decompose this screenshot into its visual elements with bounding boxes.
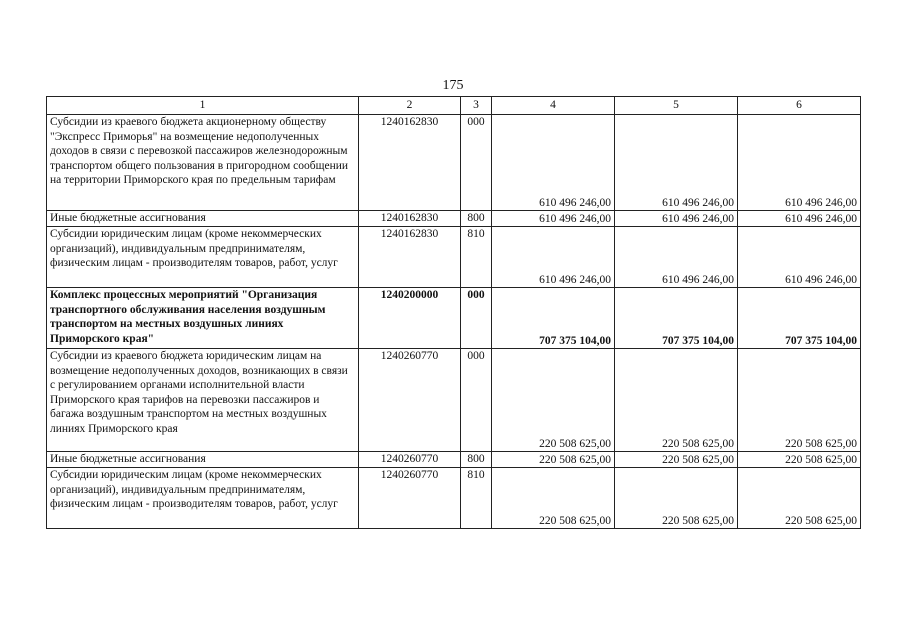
row-code: 1240260770 (359, 349, 461, 452)
row-amount-5: 707 375 104,00 (615, 288, 738, 349)
budget-table (46, 96, 861, 529)
header-cell-2: 2 (359, 97, 461, 115)
row-amount-4: 220 508 625,00 (492, 349, 615, 452)
row-type: 000 (461, 115, 492, 211)
table-row (47, 115, 861, 211)
row-amount-6: 610 496 246,00 (738, 115, 861, 211)
row-amount-5: 610 496 246,00 (615, 211, 738, 227)
header-cell-4: 4 (492, 97, 615, 115)
table-row (47, 452, 861, 468)
table-row (47, 211, 861, 227)
row-name: Комплекс процессных мероприятий "Организация транспортного обслуживания населения воздушным транспортом на местных воздушных линиях Приморского края" (47, 288, 359, 349)
row-amount-6: 707 375 104,00 (738, 288, 861, 349)
row-amount-5: 220 508 625,00 (615, 468, 738, 529)
row-name: Субсидии юридическим лицам (кроме некоммерческих организаций), индивидуальным предпринимателям, физическим лицам - производителям товаров, работ, услуг (47, 227, 359, 288)
table-row (47, 227, 861, 288)
row-code: 1240162830 (359, 227, 461, 288)
row-amount-5: 610 496 246,00 (615, 227, 738, 288)
row-code: 1240162830 (359, 115, 461, 211)
row-amount-4: 707 375 104,00 (492, 288, 615, 349)
header-cell-5: 5 (615, 97, 738, 115)
row-amount-4: 220 508 625,00 (492, 452, 615, 468)
row-amount-6: 220 508 625,00 (738, 468, 861, 529)
header-cell-1: 1 (47, 97, 359, 115)
row-code: 1240260770 (359, 452, 461, 468)
row-type: 000 (461, 349, 492, 452)
row-amount-4: 610 496 246,00 (492, 227, 615, 288)
row-name: Субсидии из краевого бюджета юридическим лицам на возмещение недополученных доходов, возникающих в связи с регулированием органами исполнительной власти Приморского края тарифов на перевозки пассажиров и багажа воздушным транспортом на местных воздушных линиях Приморского края (47, 349, 359, 452)
row-code: 1240162830 (359, 211, 461, 227)
row-amount-6: 220 508 625,00 (738, 452, 861, 468)
header-cell-3: 3 (461, 97, 492, 115)
table-header-row (47, 97, 861, 115)
row-amount-6: 610 496 246,00 (738, 227, 861, 288)
row-name: Иные бюджетные ассигнования (47, 452, 359, 468)
row-amount-4: 220 508 625,00 (492, 468, 615, 529)
row-code: 1240200000 (359, 288, 461, 349)
row-amount-5: 610 496 246,00 (615, 115, 738, 211)
row-amount-4: 610 496 246,00 (492, 115, 615, 211)
table-row (47, 468, 861, 529)
header-cell-6: 6 (738, 97, 861, 115)
row-type: 800 (461, 452, 492, 468)
row-amount-5: 220 508 625,00 (615, 349, 738, 452)
row-type: 800 (461, 211, 492, 227)
row-name: Иные бюджетные ассигнования (47, 211, 359, 227)
row-amount-5: 220 508 625,00 (615, 452, 738, 468)
page-number: 175 (442, 78, 464, 93)
row-amount-4: 610 496 246,00 (492, 211, 615, 227)
row-name: Субсидии юридическим лицам (кроме некоммерческих организаций), индивидуальным предпринимателям, физическим лицам - производителям товаров, работ, услуг (47, 468, 359, 529)
row-type: 810 (461, 468, 492, 529)
row-amount-6: 610 496 246,00 (738, 211, 861, 227)
row-type: 810 (461, 227, 492, 288)
row-code: 1240260770 (359, 468, 461, 529)
table-row (47, 349, 861, 452)
row-type: 000 (461, 288, 492, 349)
row-amount-6: 220 508 625,00 (738, 349, 861, 452)
table-row (47, 288, 861, 349)
row-name: Субсидии из краевого бюджета акционерному обществу "Экспресс Приморья" на возмещение недополученных доходов в связи с перевозкой пассажиров железнодорожным транспортом общего пользования в пригородном сообщении на территории Приморского края по предельным тарифам (47, 115, 359, 211)
